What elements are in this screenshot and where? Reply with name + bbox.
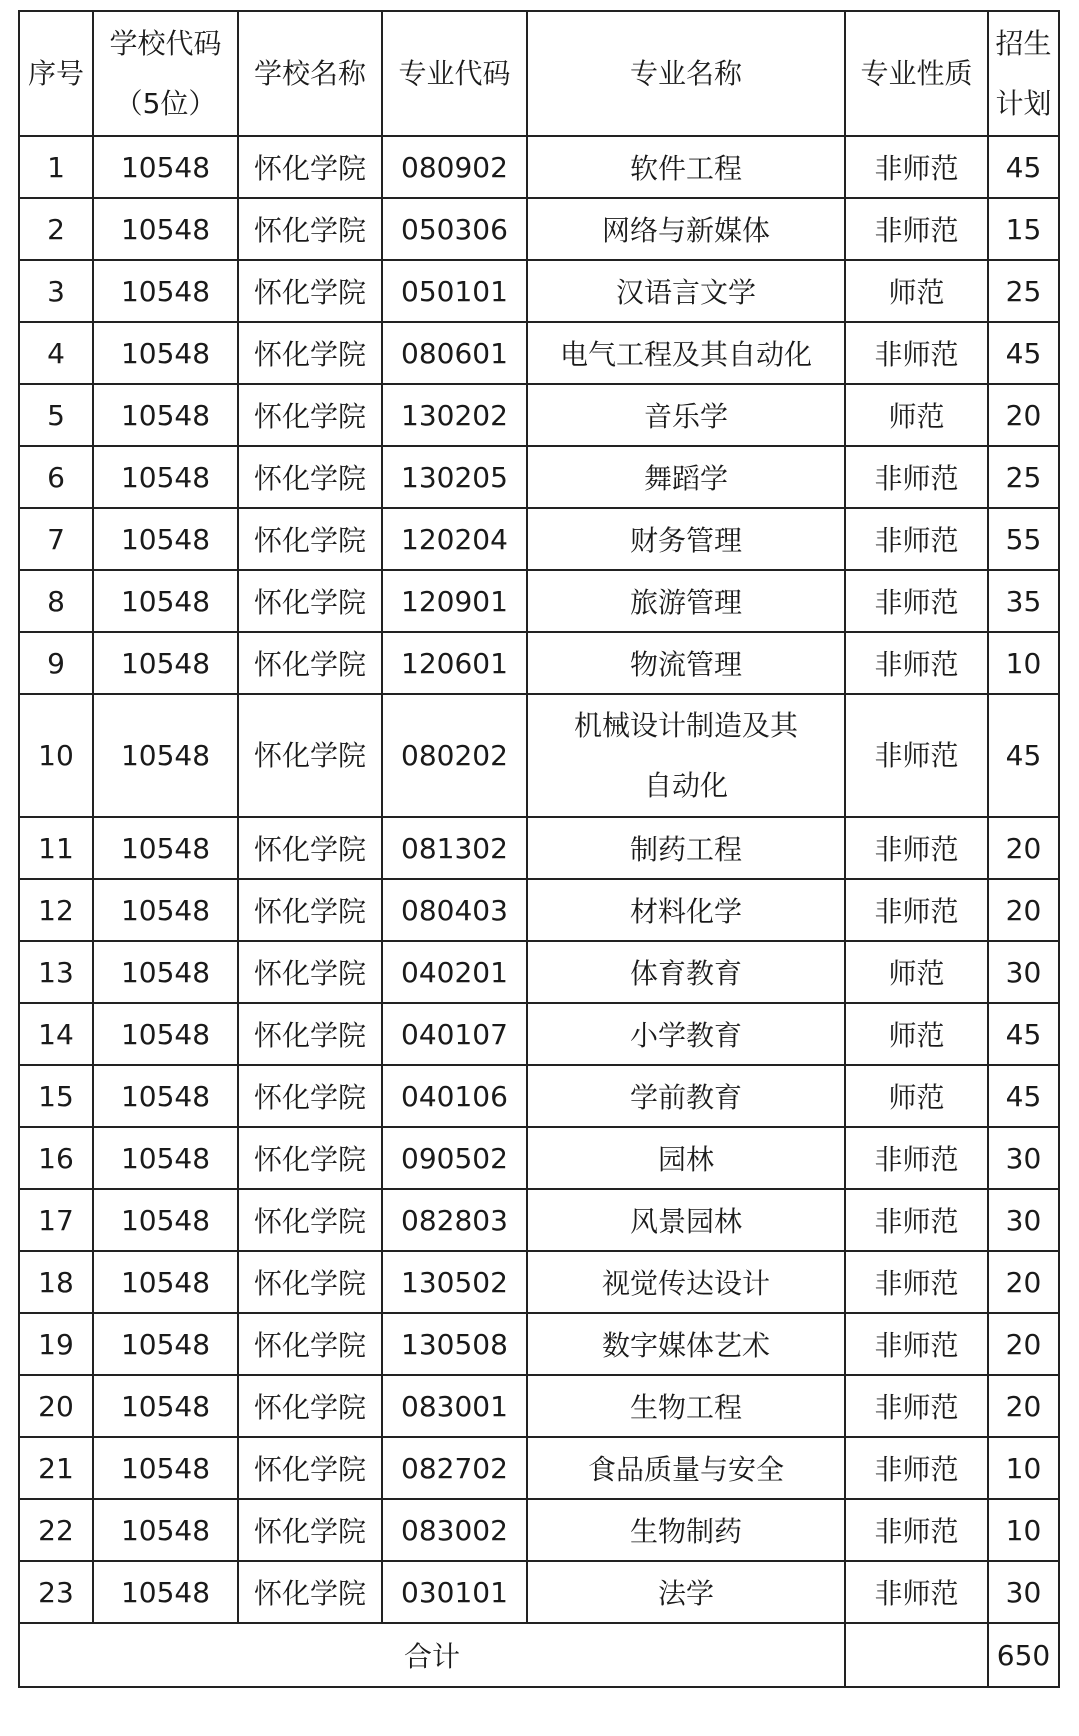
cell-major-code: 082803	[382, 1189, 527, 1251]
cell-school-code: 10548	[93, 694, 238, 817]
cell-major-code: 080601	[382, 322, 527, 384]
cell-plan: 30	[988, 1561, 1059, 1623]
cell-plan: 20	[988, 1375, 1059, 1437]
cell-school-code: 10548	[93, 198, 238, 260]
cell-major-type: 非师范	[845, 1375, 988, 1437]
cell-major-type: 非师范	[845, 817, 988, 879]
cell-plan: 25	[988, 260, 1059, 322]
cell-plan: 45	[988, 136, 1059, 198]
cell-plan: 10	[988, 1499, 1059, 1561]
header-major-name: 专业名称	[527, 11, 845, 136]
cell-major-type: 非师范	[845, 1189, 988, 1251]
cell-school-code: 10548	[93, 384, 238, 446]
cell-plan: 35	[988, 570, 1059, 632]
header-seq: 序号	[19, 11, 93, 136]
cell-school-name: 怀化学院	[238, 941, 382, 1003]
cell-seq: 17	[19, 1189, 93, 1251]
cell-school-name: 怀化学院	[238, 1437, 382, 1499]
cell-school-code: 10548	[93, 1375, 238, 1437]
cell-seq: 12	[19, 879, 93, 941]
cell-school-code: 10548	[93, 136, 238, 198]
cell-plan: 45	[988, 1065, 1059, 1127]
cell-major-code: 080202	[382, 694, 527, 817]
table-row	[19, 570, 1059, 632]
cell-major-code: 083001	[382, 1375, 527, 1437]
cell-major-type: 师范	[845, 941, 988, 1003]
cell-school-code: 10548	[93, 1437, 238, 1499]
cell-school-name: 怀化学院	[238, 1127, 382, 1189]
cell-plan: 10	[988, 632, 1059, 694]
cell-major-type: 非师范	[845, 1499, 988, 1561]
cell-plan: 30	[988, 941, 1059, 1003]
cell-major-code: 081302	[382, 817, 527, 879]
cell-plan: 45	[988, 694, 1059, 817]
cell-school-code: 10548	[93, 632, 238, 694]
cell-school-name: 怀化学院	[238, 508, 382, 570]
cell-major-code: 050101	[382, 260, 527, 322]
cell-major-name: 旅游管理	[527, 570, 845, 632]
cell-major-code: 080902	[382, 136, 527, 198]
cell-school-name: 怀化学院	[238, 694, 382, 817]
cell-major-name: 汉语言文学	[527, 260, 845, 322]
cell-major-name: 生物工程	[527, 1375, 845, 1437]
cell-major-code: 083002	[382, 1499, 527, 1561]
cell-major-type: 非师范	[845, 632, 988, 694]
cell-plan: 20	[988, 879, 1059, 941]
cell-plan: 30	[988, 1189, 1059, 1251]
total-empty-cell	[845, 1623, 988, 1687]
cell-seq: 16	[19, 1127, 93, 1189]
cell-major-code: 050306	[382, 198, 527, 260]
cell-seq: 23	[19, 1561, 93, 1623]
table-row	[19, 508, 1059, 570]
cell-school-code: 10548	[93, 879, 238, 941]
cell-major-code: 090502	[382, 1127, 527, 1189]
cell-seq: 21	[19, 1437, 93, 1499]
cell-major-code: 082702	[382, 1437, 527, 1499]
cell-major-type: 师范	[845, 384, 988, 446]
cell-school-name: 怀化学院	[238, 1313, 382, 1375]
cell-plan: 45	[988, 322, 1059, 384]
cell-major-name: 财务管理	[527, 508, 845, 570]
cell-school-name: 怀化学院	[238, 570, 382, 632]
cell-major-type: 非师范	[845, 1127, 988, 1189]
table-row	[19, 446, 1059, 508]
cell-major-name: 视觉传达设计	[527, 1251, 845, 1313]
cell-major-name: 物流管理	[527, 632, 845, 694]
cell-plan: 55	[988, 508, 1059, 570]
cell-major-name: 学前教育	[527, 1065, 845, 1127]
cell-major-code: 130202	[382, 384, 527, 446]
cell-plan: 10	[988, 1437, 1059, 1499]
cell-major-name: 电气工程及其自动化	[527, 322, 845, 384]
cell-school-code: 10548	[93, 1003, 238, 1065]
cell-school-name: 怀化学院	[238, 446, 382, 508]
cell-seq: 9	[19, 632, 93, 694]
cell-major-name: 生物制药	[527, 1499, 845, 1561]
cell-school-code: 10548	[93, 1065, 238, 1127]
cell-school-code: 10548	[93, 817, 238, 879]
cell-major-name: 小学教育	[527, 1003, 845, 1065]
cell-school-code: 10548	[93, 1313, 238, 1375]
total-row	[19, 1623, 1059, 1687]
table-header	[19, 11, 1059, 136]
cell-seq: 11	[19, 817, 93, 879]
cell-plan: 45	[988, 1003, 1059, 1065]
cell-major-type: 非师范	[845, 508, 988, 570]
cell-major-code: 120204	[382, 508, 527, 570]
header-plan-line1: 招生	[995, 26, 1052, 60]
table-row	[19, 1251, 1059, 1313]
cell-major-type: 非师范	[845, 136, 988, 198]
cell-school-code: 10548	[93, 446, 238, 508]
header-school-code-line1: 学校代码	[109, 26, 222, 60]
cell-school-name: 怀化学院	[238, 1189, 382, 1251]
cell-seq: 19	[19, 1313, 93, 1375]
cell-plan: 25	[988, 446, 1059, 508]
cell-school-name: 怀化学院	[238, 384, 382, 446]
table-row	[19, 198, 1059, 260]
cell-major-type: 非师范	[845, 1251, 988, 1313]
cell-school-name: 怀化学院	[238, 260, 382, 322]
cell-seq: 3	[19, 260, 93, 322]
cell-seq: 8	[19, 570, 93, 632]
cell-seq: 1	[19, 136, 93, 198]
cell-major-name: 舞蹈学	[527, 446, 845, 508]
cell-major-name: 食品质量与安全	[527, 1437, 845, 1499]
cell-major-code: 120601	[382, 632, 527, 694]
header-plan	[988, 11, 1059, 136]
cell-major-code: 040107	[382, 1003, 527, 1065]
total-value: 650	[988, 1623, 1059, 1687]
cell-major-name: 制药工程	[527, 817, 845, 879]
cell-seq: 5	[19, 384, 93, 446]
cell-plan: 20	[988, 1251, 1059, 1313]
cell-major-name: 法学	[527, 1561, 845, 1623]
cell-school-code: 10548	[93, 1189, 238, 1251]
cell-major-code: 040201	[382, 941, 527, 1003]
table-row	[19, 384, 1059, 446]
cell-major-name: 数字媒体艺术	[527, 1313, 845, 1375]
cell-school-name: 怀化学院	[238, 198, 382, 260]
cell-seq: 22	[19, 1499, 93, 1561]
cell-school-name: 怀化学院	[238, 1003, 382, 1065]
cell-major-name: 材料化学	[527, 879, 845, 941]
table-row	[19, 879, 1059, 941]
table-row	[19, 1313, 1059, 1375]
table-row	[19, 1437, 1059, 1499]
cell-major-type: 师范	[845, 1065, 988, 1127]
cell-seq: 20	[19, 1375, 93, 1437]
cell-major-type: 非师范	[845, 570, 988, 632]
cell-plan: 30	[988, 1127, 1059, 1189]
cell-major-type: 非师范	[845, 1561, 988, 1623]
cell-plan: 20	[988, 1313, 1059, 1375]
cell-school-name: 怀化学院	[238, 817, 382, 879]
table-row	[19, 817, 1059, 879]
cell-school-name: 怀化学院	[238, 322, 382, 384]
table-row	[19, 260, 1059, 322]
header-school-name: 学校名称	[238, 11, 382, 136]
cell-plan: 20	[988, 384, 1059, 446]
table-row	[19, 322, 1059, 384]
cell-school-code: 10548	[93, 322, 238, 384]
cell-major-code: 030101	[382, 1561, 527, 1623]
cell-major-type: 非师范	[845, 1437, 988, 1499]
cell-school-code: 10548	[93, 570, 238, 632]
cell-school-code: 10548	[93, 1127, 238, 1189]
enrollment-plan-table	[18, 10, 1060, 1688]
header-major-code: 专业代码	[382, 11, 527, 136]
table-row	[19, 1375, 1059, 1437]
cell-plan: 20	[988, 817, 1059, 879]
cell-school-name: 怀化学院	[238, 136, 382, 198]
cell-major-type: 师范	[845, 260, 988, 322]
header-school-code-line2: （5位）	[114, 86, 217, 120]
cell-major-name: 音乐学	[527, 384, 845, 446]
table-row	[19, 1189, 1059, 1251]
table-row	[19, 136, 1059, 198]
cell-school-name: 怀化学院	[238, 1251, 382, 1313]
cell-seq: 10	[19, 694, 93, 817]
header-plan-line2: 计划	[995, 86, 1052, 120]
cell-major-code: 130205	[382, 446, 527, 508]
cell-school-code: 10548	[93, 1499, 238, 1561]
cell-seq: 7	[19, 508, 93, 570]
cell-seq: 18	[19, 1251, 93, 1313]
cell-major-name: 软件工程	[527, 136, 845, 198]
table-row	[19, 1561, 1059, 1623]
cell-major-type: 非师范	[845, 322, 988, 384]
cell-major-code: 130502	[382, 1251, 527, 1313]
cell-major-code: 040106	[382, 1065, 527, 1127]
table-row	[19, 1003, 1059, 1065]
table-body	[19, 136, 1059, 1623]
cell-major-name: 风景园林	[527, 1189, 845, 1251]
table-row	[19, 694, 1059, 817]
cell-school-code: 10548	[93, 941, 238, 1003]
cell-school-code: 10548	[93, 508, 238, 570]
cell-school-code: 10548	[93, 1561, 238, 1623]
cell-major-type: 非师范	[845, 694, 988, 817]
cell-major-type: 非师范	[845, 446, 988, 508]
cell-major-name	[527, 694, 845, 817]
cell-major-name-line2: 自动化	[643, 768, 728, 802]
cell-school-name: 怀化学院	[238, 632, 382, 694]
enrollment-table-container	[18, 10, 1060, 1688]
cell-major-type: 师范	[845, 1003, 988, 1065]
cell-school-name: 怀化学院	[238, 1499, 382, 1561]
cell-seq: 13	[19, 941, 93, 1003]
table-row	[19, 941, 1059, 1003]
cell-major-type: 非师范	[845, 879, 988, 941]
cell-major-code: 130508	[382, 1313, 527, 1375]
cell-major-name: 网络与新媒体	[527, 198, 845, 260]
cell-major-code: 120901	[382, 570, 527, 632]
table-row	[19, 1499, 1059, 1561]
cell-seq: 4	[19, 322, 93, 384]
cell-school-name: 怀化学院	[238, 1065, 382, 1127]
cell-school-name: 怀化学院	[238, 1561, 382, 1623]
cell-seq: 15	[19, 1065, 93, 1127]
cell-major-code: 080403	[382, 879, 527, 941]
cell-major-type: 非师范	[845, 198, 988, 260]
header-row	[19, 11, 1059, 136]
cell-school-code: 10548	[93, 260, 238, 322]
cell-seq: 2	[19, 198, 93, 260]
header-school-code	[93, 11, 238, 136]
table-row	[19, 1065, 1059, 1127]
table-row	[19, 632, 1059, 694]
table-footer	[19, 1623, 1059, 1687]
cell-seq: 6	[19, 446, 93, 508]
cell-school-code: 10548	[93, 1251, 238, 1313]
cell-school-name: 怀化学院	[238, 879, 382, 941]
cell-major-name-line1: 机械设计制造及其	[573, 708, 798, 742]
cell-seq: 14	[19, 1003, 93, 1065]
cell-plan: 15	[988, 198, 1059, 260]
cell-school-name: 怀化学院	[238, 1375, 382, 1437]
total-label: 合计	[19, 1623, 845, 1687]
cell-major-name: 体育教育	[527, 941, 845, 1003]
cell-major-name: 园林	[527, 1127, 845, 1189]
table-row	[19, 1127, 1059, 1189]
cell-major-type: 非师范	[845, 1313, 988, 1375]
header-major-type: 专业性质	[845, 11, 988, 136]
